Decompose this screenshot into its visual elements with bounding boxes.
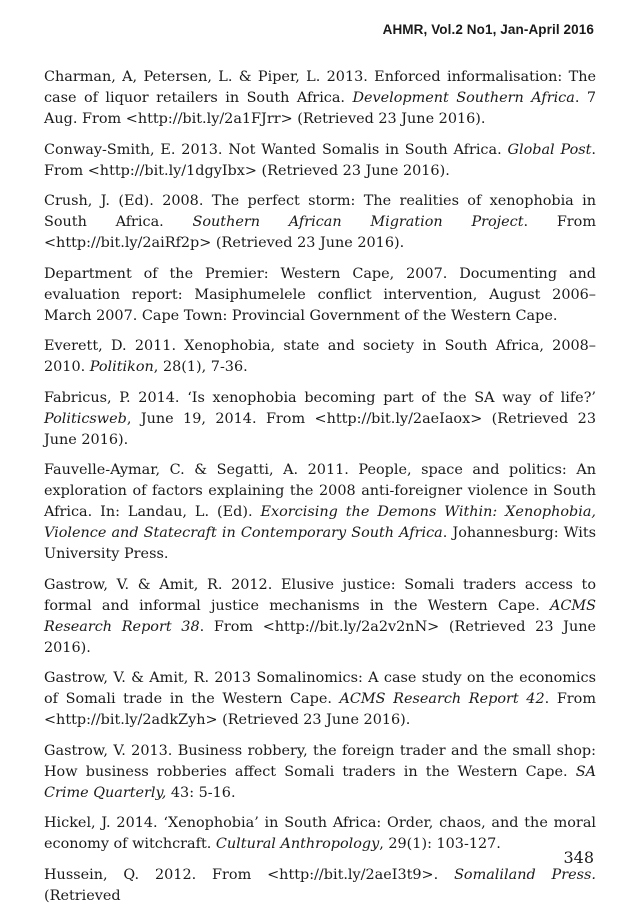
reference-entry: Fabricus, P. 2014. ‘Is xenophobia becoming part of the SA way of life?’ Politicsweb, June 19, 2014. From <http://bit.ly/2aeIaox> (Retrieved 23 June 2016). (44, 389, 596, 448)
reference-entry: Crush, J. (Ed). 2008. The perfect storm: The realities of xenophobia in South Africa. Southern African Migration Project. From <http://bit.ly/2aiRf2p> (Retrieved 23 June 2016). (44, 193, 596, 251)
page-number: 348 (563, 848, 594, 867)
reference-entry: Everett, D. 2011. Xenophobia, state and society in South Africa, 2008–2010. Politikon, 28(1), 7-36. (44, 338, 596, 375)
reference-list (44, 67, 596, 916)
running-header: AHMR, Vol.2 No1, Jan-April 2016 (382, 22, 594, 37)
reference-entry: Conway-Smith, E. 2013. Not Wanted Somalis in South Africa. Global Post. From <http://bit.ly/1dgyIbx> (Retrieved 23 June 2016). (44, 141, 596, 179)
reference-entry: Fauvelle-Aymar, C. & Segatti, A. 2011. People, space and politics: An exploration of factors explaining the 2008 anti-foreigner violence in South Africa. In: Landau, L. (Ed). Exorcising the Demons Within: Xenophobia, Violence and Statecraft in Contemporary South Africa. Johannesburg: Wits University Press. (44, 462, 597, 562)
reference-entry: Hussein, Q. 2012. From <http://bit.ly/2aeI3t9>. Somaliland Press. (Retrieved (44, 866, 596, 904)
reference-entry: Gastrow, V. & Amit, R. 2013 Somalinomics: A case study on the economics of Somali trade in the Western Cape. ACMS Research Report 42. From <http://bit.ly/2adkZyh> (Retrieved 23 June 2016). (44, 670, 596, 728)
reference-entry: Gastrow, V. 2013. Business robbery, the foreign trader and the small shop: How business robberies affect Somali traders in the Western Cape. SA Crime Quarterly, 43: 5-16. (44, 742, 596, 801)
reference-entry: Gastrow, V. & Amit, R. 2012. Elusive justice: Somali traders access to formal and informal justice mechanisms in the Western Cape. ACMS Research Report 38. From <http://bit.ly/2a2v2nN> (Retrieved 23 June 2016). (44, 576, 596, 656)
reference-entry: Department of the Premier: Western Cape, 2007. Documenting and evaluation report: Masiphumelele conflict intervention, August 2006–March 2007. Cape Town: Provincial Government of the Western Cape. (44, 265, 596, 324)
reference-entry: Hickel, J. 2014. ‘Xenophobia’ in South Africa: Order, chaos, and the moral economy of witchcraft. Cultural Anthropology, 29(1): 103-127. (44, 815, 596, 852)
reference-entry: Charman, A, Petersen, L. & Piper, L. 2013. Enforced informalisation: The case of liquor retailers in South Africa. Development Southern Africa. 7 Aug. From <http://bit.ly/2a1FJrr> (Retrieved 23 June 2016). (44, 69, 596, 127)
